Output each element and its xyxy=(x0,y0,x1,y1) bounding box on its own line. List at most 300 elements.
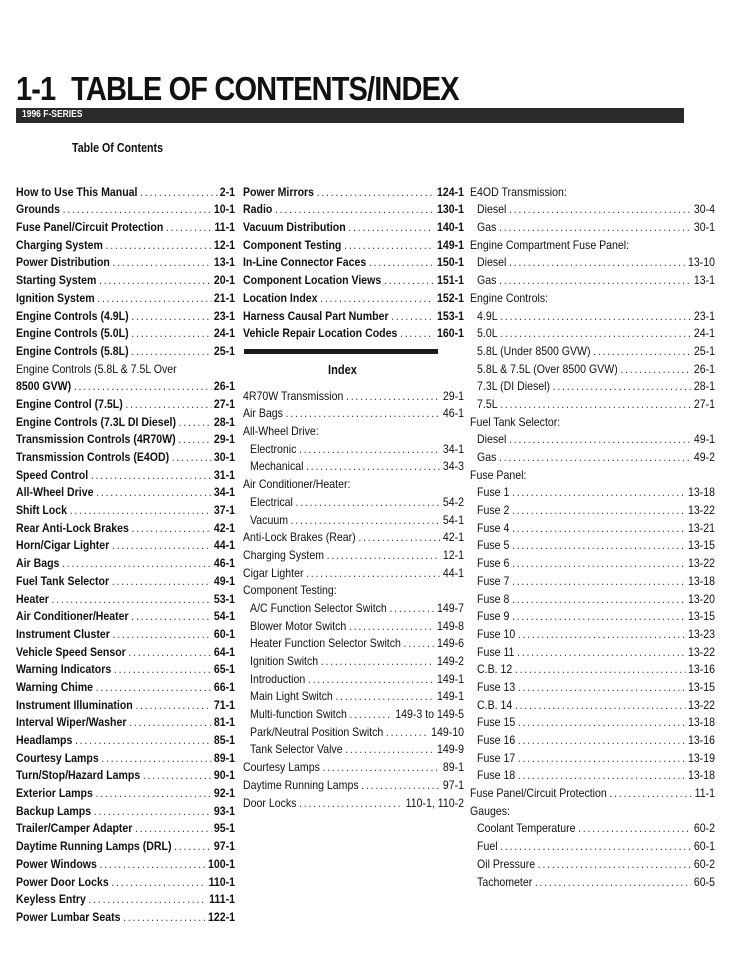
entry-label: Warning Indicators xyxy=(16,662,112,677)
index-entry xyxy=(243,615,464,633)
entry-page: 60-2 xyxy=(693,856,715,871)
dot-leader xyxy=(94,804,211,818)
index-entry xyxy=(470,234,715,252)
toc-entry xyxy=(243,252,464,270)
entry-label: Exterior Lamps xyxy=(16,786,93,801)
toc-entry xyxy=(243,216,464,234)
toc-entry xyxy=(16,853,235,871)
dot-leader xyxy=(500,397,691,411)
dot-leader xyxy=(132,521,212,535)
entry-page: 149-6 xyxy=(436,636,464,651)
entry-page: 29-1 xyxy=(213,432,235,447)
entry-page: 149-2 xyxy=(436,654,464,668)
index-entry xyxy=(470,871,715,889)
entry-label: Fuse 15 xyxy=(477,715,516,730)
dot-leader xyxy=(74,379,211,393)
entry-label: 5.8L & 7.5L (Over 8500 GVW) xyxy=(477,361,618,376)
entry-page: 24-1 xyxy=(213,326,235,341)
dot-leader xyxy=(306,566,440,580)
entry-label: Fuel Tank Selector xyxy=(16,573,110,588)
toc-entry xyxy=(16,393,235,411)
entry-label: Park/Neutral Position Switch xyxy=(250,724,384,739)
entry-label: Mechanical xyxy=(250,459,304,474)
entry-label: Power Mirrors xyxy=(243,184,315,199)
entry-page: 149-1 xyxy=(436,671,464,686)
entry-page: 130-1 xyxy=(436,202,464,217)
entry-label: Fuel Tank Selector: xyxy=(470,414,561,429)
toc-entry xyxy=(16,411,235,429)
entry-label: Horn/Cigar Lighter xyxy=(16,538,110,553)
dot-leader xyxy=(512,609,685,623)
toc-entry xyxy=(16,429,235,447)
entry-page: 42-1 xyxy=(442,530,464,545)
entry-page: 66-1 xyxy=(213,679,235,694)
entry-page: 95-1 xyxy=(213,821,235,836)
dot-leader xyxy=(323,760,441,774)
toc-entry xyxy=(16,906,235,924)
dot-leader xyxy=(553,379,692,393)
dot-leader xyxy=(578,821,691,835)
toc-entry xyxy=(243,323,464,341)
dot-leader xyxy=(308,672,434,686)
entry-label: Fuse Panel: xyxy=(470,467,527,482)
entry-label: All-Wheel Drive xyxy=(16,485,94,500)
entry-page: 13-1 xyxy=(693,273,715,288)
index-entry xyxy=(470,818,715,836)
toc-entry xyxy=(16,323,235,341)
toc-entry xyxy=(16,535,235,553)
entry-page: 20-1 xyxy=(213,273,235,288)
entry-label: Headlamps xyxy=(16,733,73,747)
toc-entry xyxy=(16,835,235,853)
toc-entry xyxy=(243,234,464,252)
entry-label: Oil Pressure xyxy=(477,856,536,871)
toc-entry xyxy=(16,499,235,517)
dot-leader xyxy=(75,733,211,747)
entry-label: 4R70W Transmission xyxy=(243,388,344,403)
dot-leader xyxy=(143,768,211,782)
toc-entry xyxy=(16,340,235,358)
entry-page: 49-1 xyxy=(213,573,235,588)
index-entry xyxy=(243,756,464,774)
toc-entry xyxy=(16,464,235,482)
index-entry xyxy=(470,517,715,535)
entry-label: E4OD Transmission: xyxy=(470,184,567,199)
entry-label: Instrument Cluster xyxy=(16,626,110,641)
index-entry xyxy=(470,287,715,305)
dot-leader xyxy=(500,326,691,340)
toc-entry xyxy=(16,517,235,535)
entry-label: Keyless Entry xyxy=(16,892,86,907)
entry-label: Door Locks xyxy=(243,795,297,810)
entry-label: Speed Control xyxy=(16,467,89,482)
entry-page: 13-21 xyxy=(687,520,715,535)
entry-page: 149-7 xyxy=(436,600,464,615)
entry-page: 13-18 xyxy=(687,485,715,500)
entry-label: Power Distribution xyxy=(16,255,110,270)
dot-leader xyxy=(123,910,205,924)
entry-label: Air Bags xyxy=(16,556,60,571)
index-entry xyxy=(243,650,464,668)
entry-label: 7.5L xyxy=(477,396,498,411)
dot-leader xyxy=(518,751,686,765)
entry-label: Vehicle Speed Sensor xyxy=(16,644,126,659)
index-entry xyxy=(243,774,464,792)
toc-entry xyxy=(243,181,464,199)
entry-page: 13-16 xyxy=(687,733,715,747)
dot-leader xyxy=(517,645,685,659)
entry-page: 60-5 xyxy=(693,874,715,889)
dot-leader xyxy=(101,751,211,765)
entry-page: 2-1 xyxy=(219,184,235,199)
entry-label: Diesel xyxy=(477,432,507,447)
entry-page: 13-18 xyxy=(687,768,715,783)
entry-page: 28-1 xyxy=(693,379,715,394)
toc-entry xyxy=(16,747,235,765)
dot-leader xyxy=(509,202,691,216)
index-entry xyxy=(243,527,464,545)
entry-label: Vehicle Repair Location Codes xyxy=(243,326,398,341)
entry-page: 140-1 xyxy=(436,220,464,235)
entry-label: Component Testing xyxy=(243,237,342,252)
dot-leader xyxy=(178,432,211,446)
entry-label: 8500 GVW) xyxy=(16,379,72,394)
entry-label: Tachometer xyxy=(477,874,533,889)
entry-label: Fuse 2 xyxy=(477,503,510,518)
entry-page: 49-2 xyxy=(693,450,715,464)
entry-label: 5.0L xyxy=(477,326,498,341)
entry-label: Vacuum Distribution xyxy=(243,220,346,235)
toc-entry xyxy=(16,216,235,234)
entry-page: 85-1 xyxy=(213,733,235,747)
entry-page: 71-1 xyxy=(213,697,235,712)
index-entry xyxy=(243,668,464,686)
index-entry xyxy=(243,456,464,474)
entry-page: 13-22 xyxy=(687,556,715,571)
entry-label: C.B. 14 xyxy=(477,697,513,712)
entry-page: 30-1 xyxy=(213,450,235,464)
dot-leader xyxy=(512,592,685,606)
entry-label: Fuel xyxy=(477,839,498,854)
entry-page: 152-1 xyxy=(436,290,464,305)
entry-page: 13-20 xyxy=(687,591,715,606)
entry-page: 46-1 xyxy=(213,556,235,571)
entry-label: Ignition System xyxy=(16,290,95,305)
entry-page: 11-1 xyxy=(214,220,235,235)
dot-leader xyxy=(509,255,685,269)
entry-label: Engine Controls (4.9L) xyxy=(16,308,129,323)
index-entry xyxy=(470,676,715,694)
entry-label: Transmission Controls (E4OD) xyxy=(16,450,170,464)
dot-leader xyxy=(317,185,435,199)
dot-leader xyxy=(349,619,434,633)
dot-leader xyxy=(131,309,211,323)
dot-leader xyxy=(96,485,211,499)
entry-label: Gas xyxy=(477,220,497,235)
index-entry xyxy=(470,712,715,730)
dot-leader xyxy=(100,857,206,871)
index-entry xyxy=(243,721,464,739)
entry-page: 24-1 xyxy=(693,326,715,341)
entry-label: Ignition Switch xyxy=(250,654,319,668)
entry-page: 34-1 xyxy=(213,485,235,500)
dot-leader xyxy=(358,530,440,544)
entry-label: Diesel xyxy=(477,202,507,217)
index-entry xyxy=(470,552,715,570)
index-entry xyxy=(470,305,715,323)
index-entry xyxy=(470,853,715,871)
dot-leader xyxy=(62,556,211,570)
entry-page: 110-1, 110-2 xyxy=(405,795,464,810)
dot-leader xyxy=(306,459,440,473)
entry-page: 13-16 xyxy=(687,662,715,677)
toc-entry xyxy=(16,588,235,606)
toc-entry xyxy=(243,199,464,217)
dot-leader xyxy=(609,786,692,800)
dot-leader xyxy=(113,255,212,269)
entry-label: Fuse 1 xyxy=(477,485,510,500)
index-entry xyxy=(243,792,464,810)
toc-entry xyxy=(16,694,235,712)
entry-page: 90-1 xyxy=(213,768,235,783)
index-entry xyxy=(243,385,464,403)
index-entry xyxy=(470,835,715,853)
entry-label: Fuse 16 xyxy=(477,733,516,747)
dot-leader xyxy=(350,707,393,721)
entry-page: 153-1 xyxy=(436,308,464,323)
entry-label: Location Index xyxy=(243,290,318,305)
entry-label: Shift Lock xyxy=(16,503,68,518)
dot-leader xyxy=(113,627,212,641)
dot-leader xyxy=(369,255,434,269)
dot-leader xyxy=(299,442,440,456)
index-entry xyxy=(470,535,715,553)
index-entry xyxy=(243,473,464,491)
index-entry xyxy=(470,340,715,358)
entry-label: Introduction xyxy=(250,671,306,686)
dot-leader xyxy=(172,450,211,464)
entry-label: Fuse 9 xyxy=(477,609,510,624)
entry-label: Electronic xyxy=(250,441,297,456)
entry-page: 13-18 xyxy=(687,573,715,588)
index-entry xyxy=(470,269,715,287)
toc-entry xyxy=(16,482,235,500)
index-entry xyxy=(243,544,464,562)
entry-label: Multi-function Switch xyxy=(250,707,347,722)
entry-page: 46-1 xyxy=(442,406,464,421)
dot-leader xyxy=(286,406,441,420)
dot-leader xyxy=(70,503,212,517)
dot-leader xyxy=(515,662,685,676)
entry-page: 81-1 xyxy=(213,715,235,730)
toc-entry xyxy=(16,252,235,270)
entry-page: 13-22 xyxy=(687,644,715,659)
dot-leader xyxy=(52,592,212,606)
entry-label: Engine Controls (5.8L) xyxy=(16,343,129,358)
entry-label: Radio xyxy=(243,202,273,217)
section-number: 1-1 xyxy=(16,70,56,107)
dot-leader xyxy=(275,202,434,216)
entry-page: 54-2 xyxy=(442,494,464,509)
toc-entry xyxy=(16,269,235,287)
entry-page: 21-1 xyxy=(213,290,235,305)
entry-label: Engine Controls: xyxy=(470,290,549,305)
entry-page: 11-1 xyxy=(694,786,715,801)
entry-page: 44-1 xyxy=(442,565,464,580)
dot-leader xyxy=(135,821,211,835)
index-column-2 xyxy=(243,385,464,810)
index-entry xyxy=(470,800,715,818)
entry-label: Blower Motor Switch xyxy=(250,618,347,633)
entry-label: 4.9L xyxy=(477,308,498,323)
index-entry xyxy=(243,491,464,509)
toc-entry xyxy=(16,800,235,818)
entry-label: Trailer/Camper Adapter xyxy=(16,821,133,836)
dot-leader xyxy=(391,309,434,323)
entry-page: 97-1 xyxy=(213,839,235,854)
entry-page: 64-1 xyxy=(213,644,235,659)
dot-leader xyxy=(321,654,435,668)
entry-page: 27-1 xyxy=(213,396,235,411)
entry-page: 65-1 xyxy=(213,662,235,677)
index-entry xyxy=(470,606,715,624)
entry-page: 100-1 xyxy=(207,856,235,871)
dot-leader xyxy=(400,326,434,340)
dot-leader xyxy=(345,742,434,756)
toc-entry xyxy=(16,641,235,659)
entry-label: Component Location Views xyxy=(243,273,382,288)
dot-leader xyxy=(509,432,691,446)
entry-label: How to Use This Manual xyxy=(16,184,138,199)
entry-label: Charging System xyxy=(16,237,103,252)
index-entry xyxy=(470,199,715,217)
entry-label: All-Wheel Drive: xyxy=(243,424,319,439)
entry-label: Power Door Locks xyxy=(16,874,109,889)
entry-label: Electrical xyxy=(250,494,293,509)
series-band xyxy=(16,108,684,123)
index-entry xyxy=(470,588,715,606)
dot-leader xyxy=(518,627,686,641)
entry-page: 13-23 xyxy=(687,626,715,641)
dot-leader xyxy=(299,796,403,810)
dot-leader xyxy=(512,574,685,588)
dot-leader xyxy=(512,556,685,570)
entry-page: 110-1 xyxy=(208,874,235,889)
toc-heading: Table Of Contents xyxy=(72,140,164,155)
entry-page: 54-1 xyxy=(442,512,464,527)
index-entry xyxy=(470,729,715,747)
index-entry xyxy=(243,420,464,438)
dot-leader xyxy=(518,733,686,747)
toc-entry xyxy=(16,305,235,323)
index-entry xyxy=(470,464,715,482)
dot-leader xyxy=(129,715,211,729)
entry-page: 93-1 xyxy=(213,803,235,818)
dot-leader xyxy=(518,680,686,694)
dot-leader xyxy=(112,574,211,588)
index-entry xyxy=(243,509,464,527)
toc-entry xyxy=(243,287,464,305)
dot-leader xyxy=(97,291,211,305)
entry-label: Instrument Illumination xyxy=(16,697,133,712)
dot-leader xyxy=(291,513,441,527)
entry-page: 13-15 xyxy=(687,538,715,553)
entry-label: Coolant Temperature xyxy=(477,821,576,836)
entry-label: A/C Function Selector Switch xyxy=(250,600,387,615)
entry-label: 5.8L (Under 8500 GVW) xyxy=(477,343,591,358)
toc-entry xyxy=(16,765,235,783)
entry-page: 49-1 xyxy=(693,432,715,447)
entry-label: Fuse 4 xyxy=(477,520,510,535)
index-entry xyxy=(470,429,715,447)
index-entry xyxy=(243,703,464,721)
toc-entry xyxy=(16,570,235,588)
entry-page: 13-19 xyxy=(687,750,715,765)
dot-leader xyxy=(386,725,429,739)
entry-label: Grounds xyxy=(16,202,60,217)
entry-label: Engine Controls (5.8L & 7.5L Over xyxy=(16,361,177,376)
dot-leader xyxy=(512,538,685,552)
entry-page: 92-1 xyxy=(213,786,235,801)
entry-page: 111-1 xyxy=(209,892,235,907)
entry-page: 149-1 xyxy=(436,237,464,252)
toc-entry xyxy=(16,376,235,394)
entry-page: 13-22 xyxy=(687,503,715,518)
toc-entry xyxy=(16,234,235,252)
entry-page: 149-10 xyxy=(431,724,464,739)
index-entry xyxy=(470,252,715,270)
index-entry xyxy=(470,782,715,800)
dot-leader xyxy=(499,220,691,234)
index-entry xyxy=(243,403,464,421)
entry-label: Daytime Running Lamps (DRL) xyxy=(16,839,172,854)
entry-label: Fuse 11 xyxy=(477,644,515,659)
entry-label: Cigar Lighter xyxy=(243,565,304,580)
index-entry xyxy=(470,659,715,677)
index-entry xyxy=(470,765,715,783)
entry-label: Starting System xyxy=(16,273,97,288)
index-entry xyxy=(470,694,715,712)
entry-label: Air Conditioner/Heater: xyxy=(243,477,351,492)
dot-leader xyxy=(389,601,434,615)
entry-label: Heater Function Selector Switch xyxy=(250,636,401,651)
entry-label: Component Testing: xyxy=(243,583,337,598)
entry-label: Engine Controls (7.3L DI Diesel) xyxy=(16,414,176,429)
entry-label: Interval Wiper/Washer xyxy=(16,715,127,730)
index-entry xyxy=(470,181,715,199)
entry-page: 149-9 xyxy=(436,742,464,757)
entry-page: 10-1 xyxy=(213,202,235,217)
entry-label: Warning Chime xyxy=(16,679,94,694)
entry-page: 26-1 xyxy=(693,361,715,376)
entry-label: Power Lumbar Seats xyxy=(16,909,121,924)
entry-page: 122-1 xyxy=(207,909,235,924)
dot-leader xyxy=(361,778,440,792)
dot-leader xyxy=(131,326,211,340)
dot-leader xyxy=(535,875,691,889)
dot-leader xyxy=(63,202,212,216)
index-column-3 xyxy=(470,181,715,889)
entry-page: 13-18 xyxy=(687,715,715,730)
dot-leader xyxy=(140,185,217,199)
entry-page: 23-1 xyxy=(693,308,715,323)
dot-leader xyxy=(518,768,686,782)
entry-label: Fuse Panel/Circuit Protection xyxy=(470,786,607,801)
entry-page: 53-1 xyxy=(213,591,235,606)
entry-page: 150-1 xyxy=(436,255,464,270)
entry-label: Daytime Running Lamps xyxy=(243,777,359,792)
entry-label: Air Conditioner/Heater xyxy=(16,609,129,624)
